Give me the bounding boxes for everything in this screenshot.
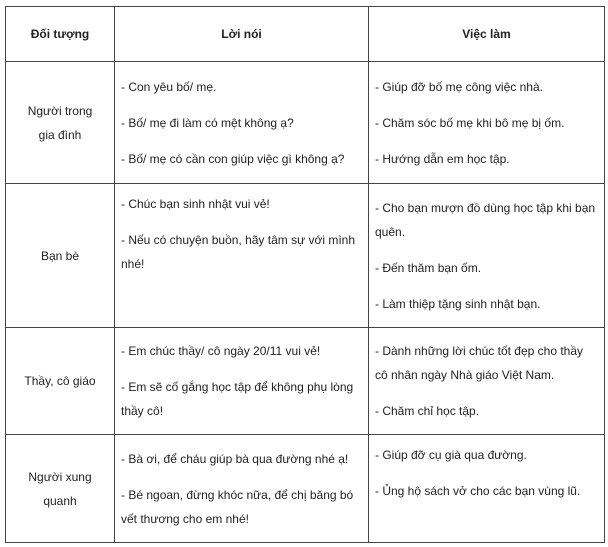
action-item: - Giúp đỡ cụ già qua đường. bbox=[375, 448, 527, 462]
action-item: - Giúp đỡ bố mẹ công việc nhà. bbox=[375, 79, 543, 94]
speech-item: - Bé ngoan, đừng khóc nữa, để chị băng bó vết thương cho em nhé! bbox=[121, 487, 354, 526]
subject-cell: Thầy, cô giáo bbox=[6, 328, 115, 435]
table-row bbox=[6, 62, 605, 184]
action-item: - Hướng dẫn em học tập. bbox=[375, 151, 510, 166]
action-item: - Làm thiệp tặng sinh nhật bạn. bbox=[375, 296, 541, 311]
action-item: - Chăm sóc bố mẹ khi bô mẹ bị ốm. bbox=[375, 115, 565, 130]
table-row bbox=[6, 328, 605, 435]
action-cell bbox=[369, 184, 605, 328]
header-row bbox=[6, 7, 605, 62]
action-item: - Dành những lời chúc tốt đẹp cho thầy cô nhân ngày Nhà giáo Việt Nam. bbox=[375, 344, 584, 382]
action-cell bbox=[369, 435, 605, 543]
action-item: - Ủng hộ sách vở cho các bạn vùng lũ. bbox=[375, 484, 581, 498]
speech-item: - Em sẽ cố gắng học tập để không phụ lòng thầy cô! bbox=[121, 380, 354, 418]
speech-cell bbox=[115, 328, 369, 435]
table-row bbox=[6, 435, 605, 543]
table-row bbox=[6, 184, 605, 328]
comparison-table bbox=[5, 6, 605, 543]
speech-item: - Nếu có chuyện buồn, hãy tâm sự với mình nhé! bbox=[121, 233, 356, 271]
speech-cell bbox=[115, 62, 369, 184]
speech-item: - Bố/ mẹ đi làm có mệt không ạ? bbox=[121, 115, 294, 130]
header-actions: Việc làm bbox=[369, 7, 605, 62]
speech-item: - Bà ơi, để cháu giúp bà qua đường nhé ạ! bbox=[121, 451, 349, 466]
action-cell bbox=[369, 328, 605, 435]
subject-cell: Người xung quanh bbox=[6, 435, 115, 543]
subject-cell: Bạn bè bbox=[6, 184, 115, 328]
speech-item: - Con yêu bố/ mẹ. bbox=[121, 79, 217, 94]
action-cell bbox=[369, 62, 605, 184]
action-item: - Cho bạn mượn đồ dùng học tập khi bạn quên. bbox=[375, 200, 596, 239]
speech-cell bbox=[115, 184, 369, 328]
action-item: - Đến thăm bạn ốm. bbox=[375, 260, 482, 275]
speech-item: - Bố/ mẹ có cần con giúp việc gì không ạ? bbox=[121, 151, 345, 166]
speech-item: - Em chúc thầy/ cô ngày 20/11 vui vẻ! bbox=[121, 344, 321, 358]
header-speech: Lời nói bbox=[115, 7, 369, 62]
header-subject: Đối tượng bbox=[6, 7, 115, 62]
speech-item: - Chúc bạn sinh nhật vui vẻ! bbox=[121, 197, 270, 211]
subject-cell: Người trong gia đình bbox=[6, 62, 115, 184]
speech-cell bbox=[115, 435, 369, 543]
action-item: - Chăm chỉ học tập. bbox=[375, 404, 480, 418]
